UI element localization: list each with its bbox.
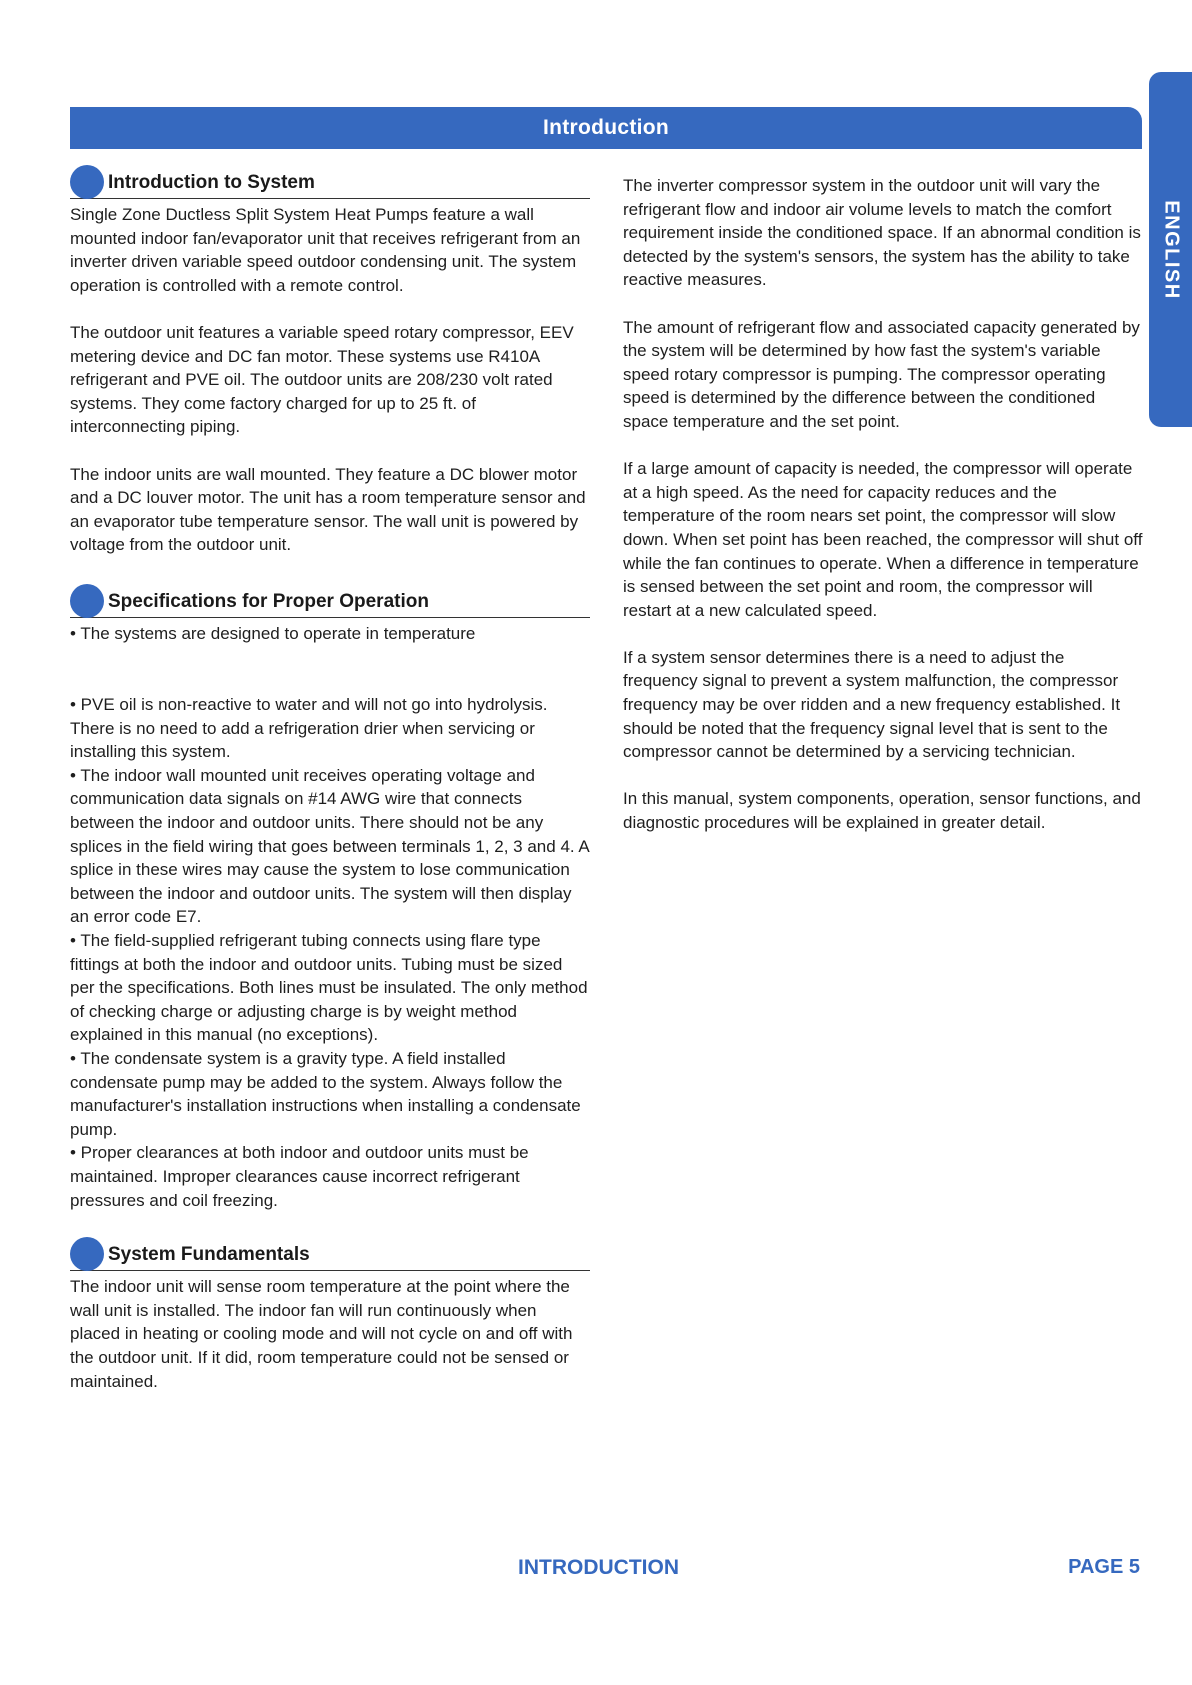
footer-section-title: INTRODUCTION [518,1556,679,1579]
section-header-introduction [70,162,590,199]
list-item: • The condensate system is a gravity type. A field installed condensate pump may be added to the system. Always follow the manufacturer's installation instructions when installing a condensate pump. [70,1049,581,1139]
page-title: Introduction [542,116,670,139]
section-bullet-icon [70,165,104,199]
right-column [623,174,1143,858]
specifications-list [70,693,590,1212]
intro-paragraph: The indoor units are wall mounted. They feature a DC blower motor and a DC louver motor. The unit has a room temperature sensor and an evaporator tube temperature sensor. The wall unit is powered by voltage from the outdoor unit. [70,464,586,555]
list-item: • The systems are designed to operate in temperature [70,623,476,643]
section-bullet-icon [70,584,104,618]
section-header-fundamentals [70,1234,590,1271]
body-paragraph: If a system sensor determines there is a need to adjust the frequency signal to prevent a system malfunction, the compressor frequency may be over ridden and a new frequency established. It should be noted that the frequency signal level that is sent to the compressor cannot be determined by a servicing technician. [623,647,1121,762]
section-header-specifications [70,581,590,618]
section-title: Introduction to System [108,172,315,193]
fundamentals-paragraph: The indoor unit will sense room temperature at the point where the wall unit is installed. The indoor fan will run continuously when placed in heating or cooling mode and will not cycle on and off with the outdoor unit. If it did, room temperature could not be sensed or maintained. [70,1277,573,1391]
body-paragraph: In this manual, system components, operation, sensor functions, and diagnostic procedures will be explained in greater detail. [623,789,1141,833]
list-item: • Proper clearances at both indoor and outdoor units must be maintained. Improper clearances cause incorrect refrigerant pressures and coil freezing. [70,1143,529,1210]
intro-paragraph: The outdoor unit features a variable speed rotary compressor, EEV metering device and DC fan motor. These systems use R410A refrigerant and PVE oil. The outdoor units are 208/230 volt rated systems. They come factory charged for up to 25 ft. of interconnecting piping. [70,322,574,437]
body-paragraph: If a large amount of capacity is needed, the compressor will operate at a high speed. As the need for capacity reduces and the temperature of the room nears set point, the compressor will slow down. When set point has been reached, the compressor will shut off while the fan continues to operate. When a difference in temperature is sensed between the set point and room, the compressor will restart at a new calculated speed. [623,459,1143,620]
page-header-banner [70,107,1142,149]
list-item: • The field-supplied refrigerant tubing connects using flare type fittings at both the indoor and outdoor units. Tubing must be sized per the specifications. Both lines must be insulated. The only method of checking charge or adjusting charge is by weight method explained in this manual (no exceptions). [70,931,588,1045]
section-title: Specifications for Proper Operation [108,590,429,612]
list-item: • The indoor wall mounted unit receives operating voltage and communication data signals on #14 AWG wire that connects between the indoor and outdoor units. There should not be any splices in the field wiring that goes between terminals 1, 2, 3 and 4. A splice in these wires may cause the system to lose communication between the indoor and outdoor units. The system will then display an error code E7. [70,765,589,927]
left-column [70,162,590,1417]
body-paragraph: The inverter compressor system in the outdoor unit will vary the refrigerant flow and indoor air volume levels to match the comfort requirement inside the conditioned space. If an abnormal condition is detected by the system's sensors, the system has the ability to take reactive measures. [623,176,1141,290]
blank-gap [70,645,590,693]
section-bullet-icon [70,1237,104,1271]
language-tab[interactable] [1149,72,1192,427]
language-tab-label: ENGLISH [1160,200,1182,300]
specifications-list [70,622,590,646]
list-item: • PVE oil is non-reactive to water and will not go into hydrolysis. There is no need to add a refrigeration drier when servicing or installing this system. [70,695,548,762]
page-number: PAGE 5 [1068,1556,1140,1578]
body-paragraph: The amount of refrigerant flow and associated capacity generated by the system will be determined by how fast the system's variable speed rotary compressor is pumping. The compressor operating speed is determined by the difference between the conditioned space temperature and the set point. [623,317,1140,431]
intro-paragraph: Single Zone Ductless Split System Heat Pumps feature a wall mounted indoor fan/evaporator unit that receives refrigerant from an inverter driven variable speed outdoor condensing unit. The system operation is controlled with a remote control. [70,205,581,295]
section-title: System Fundamentals [108,1244,310,1266]
